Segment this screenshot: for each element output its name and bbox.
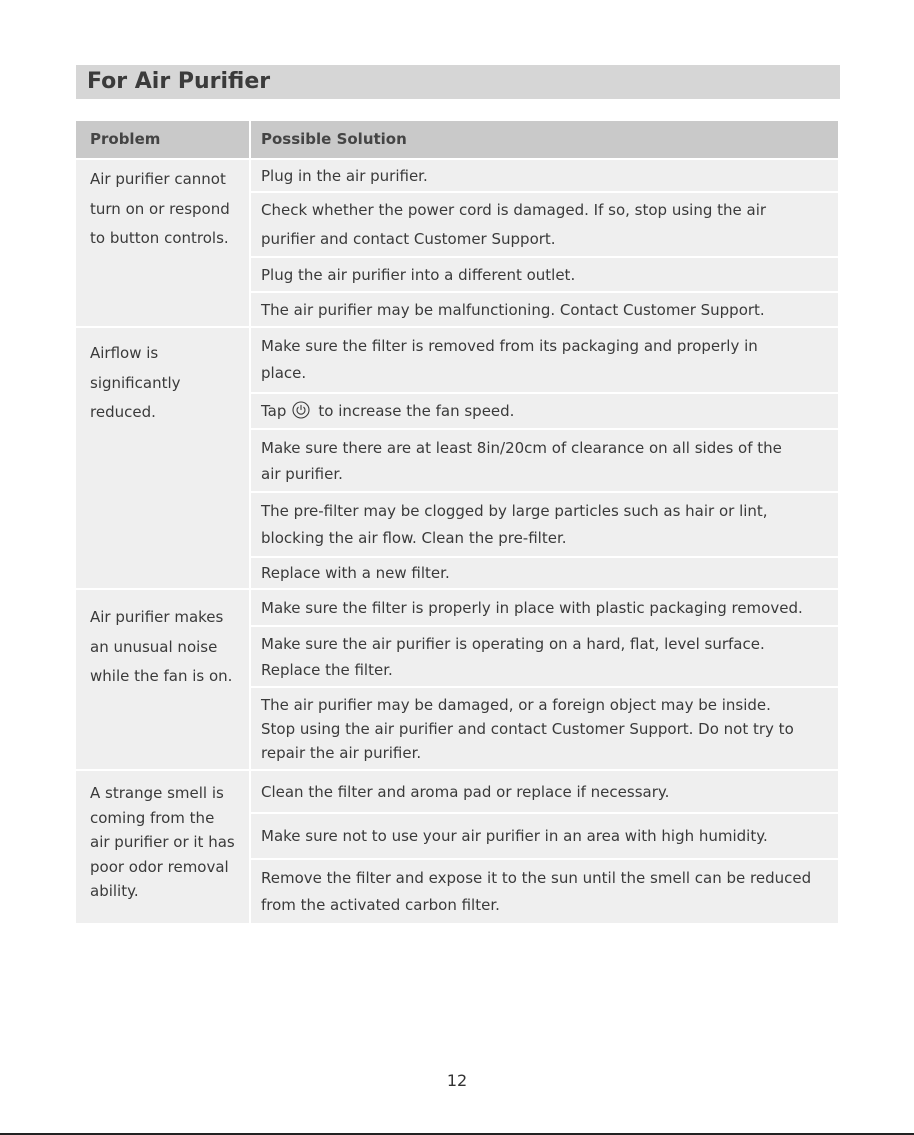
solution-cell (251, 860, 838, 923)
problem-cell: A strange smell is coming from the air purifier or it has poor odor removal ability. (76, 771, 249, 923)
solution-cell (251, 258, 838, 291)
page-number: 12 (446, 1071, 468, 1090)
solution-text: Make sure not to use your air purifier in an area with high humidity. (261, 827, 768, 845)
troubleshooting-table (76, 121, 838, 923)
solution-text: Make sure the filter is properly in place with plastic packaging removed. (261, 598, 803, 617)
problem-group (76, 771, 838, 923)
table-header-row (76, 121, 838, 158)
solution-text: Make sure there are at least 8in/20cm of clearance on all sides of the air purifier. (261, 438, 782, 483)
tap-label: Tap (261, 402, 287, 420)
solution-text: Clean the filter and aroma pad or replace if necessary. (261, 782, 670, 801)
solution-text (261, 397, 514, 425)
solution-text: Make sure the air purifier is operating on a hard, flat, level surface. Replace the filter. (261, 634, 765, 679)
solution-list (251, 590, 838, 769)
solution-text: Plug the air purifier into a different outlet. (261, 265, 576, 284)
solution-text: Plug in the air purifier. (261, 166, 428, 185)
solution-cell (251, 814, 838, 858)
solution-list (251, 771, 838, 923)
solution-cell (251, 558, 838, 588)
power-icon (292, 401, 310, 419)
solution-cell (251, 627, 838, 686)
problem-group (76, 590, 838, 769)
solution-text: The pre-filter may be clogged by large particles such as hair or lint, blocking the air flow. Clean the pre-filter. (261, 501, 768, 547)
solution-cell (251, 160, 838, 191)
problem-cell: Air purifier makes an unusual noise while the fan is on. (76, 590, 249, 769)
tap-instruction: to increase the fan speed. (318, 402, 515, 420)
solution-column-header: Possible Solution (251, 121, 838, 158)
problem-column-header: Problem (76, 121, 249, 158)
solution-cell (251, 193, 838, 256)
solution-text: Check whether the power cord is damaged. If so, stop using the air purifier and contact Customer Support. (261, 200, 767, 248)
solution-cell (251, 430, 838, 491)
solution-cell (251, 493, 838, 556)
solution-list (251, 160, 838, 326)
section-title: For Air Purifier (87, 69, 271, 94)
solution-cell (251, 394, 838, 428)
solution-text: Make sure the filter is removed from its packaging and properly in place. (261, 337, 758, 382)
solution-list (251, 328, 838, 588)
solution-text: The air purifier may be damaged, or a foreign object may be inside. Stop using the air purifier and contact Customer Support. Do not try to repair the air purifier. (261, 695, 794, 762)
solution-cell (251, 293, 838, 326)
problem-group (76, 328, 838, 588)
solution-cell (251, 688, 838, 769)
solution-cell (251, 771, 838, 812)
problem-cell: Airflow is significantly reduced. (76, 328, 249, 588)
solution-text: Replace with a new filter. (261, 564, 450, 582)
problem-group (76, 160, 838, 326)
solution-cell (251, 328, 838, 392)
section-header (76, 65, 840, 99)
solution-text: Remove the filter and expose it to the sun until the smell can be reduced from the activated carbon filter. (261, 868, 812, 914)
solution-cell (251, 590, 838, 625)
solution-text: The air purifier may be malfunctioning. Contact Customer Support. (261, 300, 765, 319)
problem-cell: Air purifier cannot turn on or respond to button controls. (76, 160, 249, 326)
